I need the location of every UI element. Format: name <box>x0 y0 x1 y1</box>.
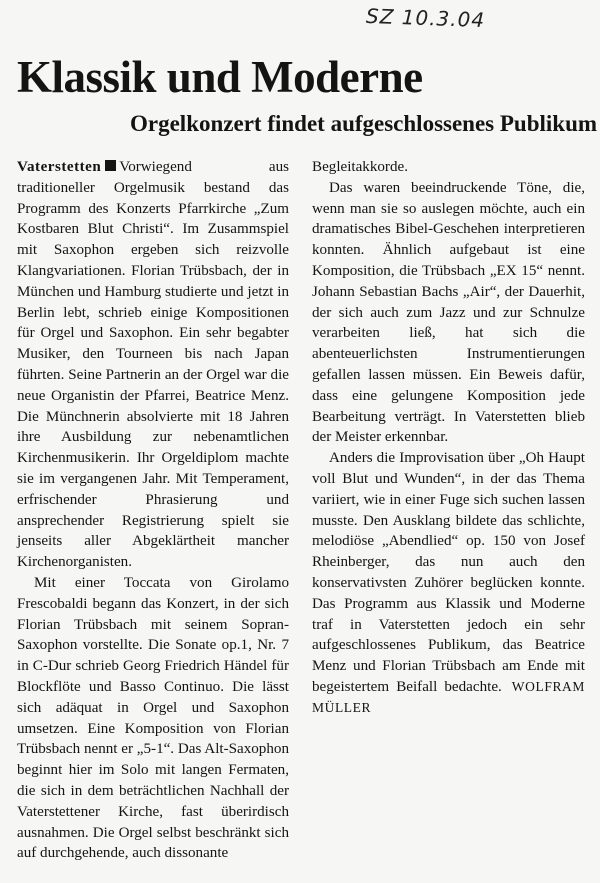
paragraph-2-text: Mit einer Toccata von Girolamo Frescobaldi begann das Konzert, in der sich Florian Trübsbach mit seinem Sopran-Saxophon vorstellte. Die Sonate op.1, Nr. 7 in C-Dur schrieb Georg Friedrich Händel für Blockflöte und Basso Continuo. Die lässt sich adäquat in Orgel und Saxophon umsetzen. Eine Komposition von Florian Trübsbach nennt er „5-1“. Das Alt-Saxophon beginnt hier im Solo mit langen Fermaten, die sich in dem beträchtlichen Nachhall der Vaterstettener Kirche, fast überirdisch ausnahmen. Die Orgel selbst beschränkt sich auf durchgehende, auch dissonante <box>17 574 289 862</box>
paragraph-3 <box>312 178 585 448</box>
paragraph-1 <box>17 157 289 573</box>
handwritten-annotation: SZ 10.3.04 <box>365 3 486 33</box>
article-column-right <box>312 157 585 719</box>
dateline: Vaterstetten <box>17 159 102 175</box>
headline: Klassik und Moderne <box>17 52 423 102</box>
subheadline: Orgelkonzert findet aufgeschlossenes Publikum <box>130 111 598 136</box>
paragraph-2 <box>17 573 289 864</box>
paragraph-4 <box>312 448 585 718</box>
article-column-left <box>17 157 289 864</box>
paragraph-1-text: Vorwiegend aus traditioneller Orgelmusik bestand das Programm des Konzerts Pfarrkirche „Zum Kostbaren Blut Christi“. Im Zusammspiel mit Saxophon ergeben sich reizvolle Klangvariationen. Florian Trübsbach, der in München und Hamburg studierte und jetzt in Berlin lebt, schrieb einige Kompositionen für Orgel und Saxophon. Ein sehr begabter Musiker, den Tourneen bis nach Japan führten. Seine Partnerin an der Orgel war die neue Organistin der Pfarrei, Beatrice Menz. Die Münchnerin absolvierte mit 18 Jahren ihre Ausbildung zur nebenamtlichen Kirchenmusikerin. Ihr Orgeldiplom machte sie im vergangenen Jahr. Mit Temperament, erfrischender Phrasierung und ansprechender Registrierung spielt sie jenseits aller Abgeklärtheit mancher Kirchenorganisten. <box>17 159 289 571</box>
author-byline: WOLFRAM MÜLLER <box>312 678 585 715</box>
paragraph-4-text: Anders die Improvisation über „Oh Haupt voll Blut und Wunden“, in der das Thema variiert, wie in einer Fuge sich suchen lassen musste. Den Ausklang bildete das schlichte, melodiöse „Abendlied“ op. 150 von Josef Rheinberger, das nun auch den konservativsten Zuhörer beglücken konnte. Das Programm aus Klassik und Moderne traf in Vaterstetten jedoch ein sehr aufgeschlossenes Publikum, das Beatrice Menz und Florian Trübsbach am Ende mit begeistertem Beifall bedachte. <box>312 450 585 695</box>
paragraph-3-text: Das waren beeindruckende Töne, die, wenn man sie so auslegen möchte, auch ein dramatisches Bibel-Geschehen interpretieren konnten. Ähnlich aufgebaut ist eine Komposition, die Trübsbach „EX 15“ nennt. Johann Sebastian Bachs „Air“, der Dauerhit, der sich auch zum Jazz und zur Schnulze verarbeiten ließ, hat sich die abenteuerlichsten Instrumentierungen gefallen lassen müssen. Ein Beweis dafür, dass eine gelungene Komposition jede Bearbeitung verträgt. In Vaterstetten blieb der Meister erkennbar. <box>312 179 585 446</box>
paragraph-2-continued: Begleitakkorde. <box>312 159 408 175</box>
square-bullet-icon <box>105 160 116 171</box>
